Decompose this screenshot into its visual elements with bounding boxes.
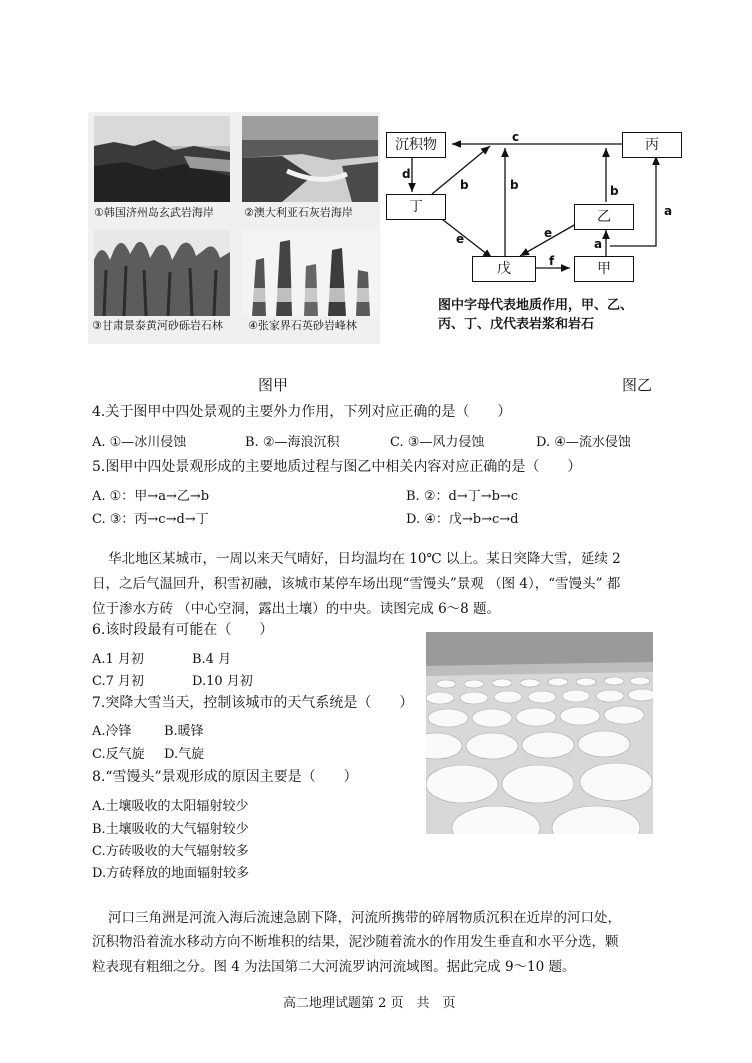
arrow-label-b-wu: b (510, 178, 519, 192)
passage2-line2: 沉积物沿着流水移动方向不断堆积的结果，泥沙随着流水的作用发生垂直和水平分选，颗 (92, 934, 619, 950)
q4-option-b: B. ②—海浪沉积 (245, 435, 340, 450)
q5-option-b: B. ②：d→丁→b→c (406, 489, 519, 504)
q7-option-a: A.冷锋 (92, 724, 132, 739)
q6-stem: 6.该时段最有可能在（ ） (92, 622, 274, 638)
figure-a-label: 图甲 (258, 376, 289, 394)
node-sediment: 沉积物 (386, 132, 446, 158)
arrow-label-b-ding: b (460, 178, 469, 192)
node-wu: 戊 (472, 256, 536, 282)
q8-stem: 8.“雪馒头”景观形成的原因主要是（ ） (92, 769, 358, 785)
q5-option-d: D. ④：戊→b→c→d (406, 512, 519, 527)
arrow-label-a-bing: a (664, 204, 673, 218)
q7-option-b: B.暖锋 (164, 724, 204, 739)
limestone-coast-photo (242, 116, 378, 202)
q5-stem: 5.图甲中四处景观形成的主要地质过程与图乙中相关内容对应正确的是（ ） (92, 459, 582, 475)
photo-caption-2: ②澳大利亚石灰岩海岸 (244, 206, 353, 219)
node-jia: 甲 (574, 256, 634, 282)
snow-mound-photo (426, 632, 653, 834)
figure-b-label: 图乙 (622, 376, 653, 394)
sandstone-forest-photo (94, 230, 230, 316)
q4-option-d: D. ④—流水侵蚀 (536, 435, 631, 450)
passage1-line2: 日，之后气温回升，积雪初融，该城市某停车场出现“雪馒头”景观 （图 4），“雪馒头” 都 (92, 576, 621, 592)
node-bing: 丙 (622, 132, 682, 158)
arrow-label-f: f (549, 254, 555, 268)
photo-caption-4: ④张家界石英砂岩峰林 (248, 319, 357, 332)
photo-caption-1: ①韩国济州岛玄武岩海岸 (94, 206, 214, 219)
arrow-label-c: c (512, 130, 520, 144)
photo-caption-3: ③甘肃景泰黄河砂砾岩石林 (92, 319, 223, 332)
node-ding: 丁 (386, 194, 446, 220)
passage1-line1: 华北地区某城市，一周以来天气晴好，日均温均在 10℃ 以上。某日突降大雪，延续 2 (108, 551, 621, 567)
arrow-label-e-yi: e (544, 226, 553, 240)
passage2-line1: 河口三角洲是河流入海后流速急剧下降，河流所携带的碎屑物质沉积在近岸的河口处， (108, 910, 621, 926)
arrow-label-b-yi: b (610, 184, 619, 198)
quartz-peaks-photo (242, 230, 378, 316)
basalt-coast-photo (94, 116, 230, 202)
q7-option-d: D.气旋 (164, 747, 205, 762)
q6-option-a: A.1 月初 (92, 652, 144, 667)
node-yi: 乙 (574, 204, 634, 230)
q4-stem: 4.关于图甲中四处景观的主要外力作用，下列对应正确的是（ ） (92, 404, 512, 420)
figure-a-photo-grid (88, 112, 380, 344)
q6-option-d: D.10 月初 (192, 674, 253, 689)
arrow-label-d: d (402, 167, 411, 181)
figure-b-note-line1: 图中字母代表地质作用，甲、乙、 (438, 298, 634, 313)
q8-option-c: C.方砖吸收的大气辐射较多 (92, 844, 249, 859)
passage1-line3: 位于渗水方砖 （中心空洞，露出土壤）的中央。读图完成 6～8 题。 (92, 601, 501, 617)
q7-option-c: C.反气旋 (92, 747, 145, 762)
figure-b-note-line2: 丙、丁、戊代表岩浆和岩石 (438, 317, 595, 332)
q6-option-c: C.7 月初 (92, 674, 145, 689)
page-footer: 高二地理试题第 2 页 共 页 (283, 996, 456, 1011)
q5-option-c: C. ③：丙→c→d→丁 (92, 512, 209, 527)
q8-option-d: D.方砖释放的地面辐射较多 (92, 866, 250, 881)
q8-option-a: A.土壤吸收的太阳辐射较少 (92, 799, 249, 814)
arrow-label-a-yi: a (594, 237, 603, 251)
q7-stem: 7.突降大雪当天，控制该城市的天气系统是（ ） (92, 695, 414, 711)
passage2-line3: 粒表现有粗细之分。图 4 为法国第二大河流罗讷河流域图。据此完成 9～10 题。 (92, 959, 576, 975)
q4-option-a: A. ①—冰川侵蚀 (92, 435, 187, 450)
q6-option-b: B.4 月 (192, 652, 232, 667)
q8-option-b: B.土壤吸收的大气辐射较少 (92, 822, 249, 837)
arrow-label-e-ding: e (456, 232, 465, 246)
q4-option-c: C. ③—风力侵蚀 (390, 435, 485, 450)
q5-option-a: A. ①：甲→a→乙→b (92, 489, 210, 504)
